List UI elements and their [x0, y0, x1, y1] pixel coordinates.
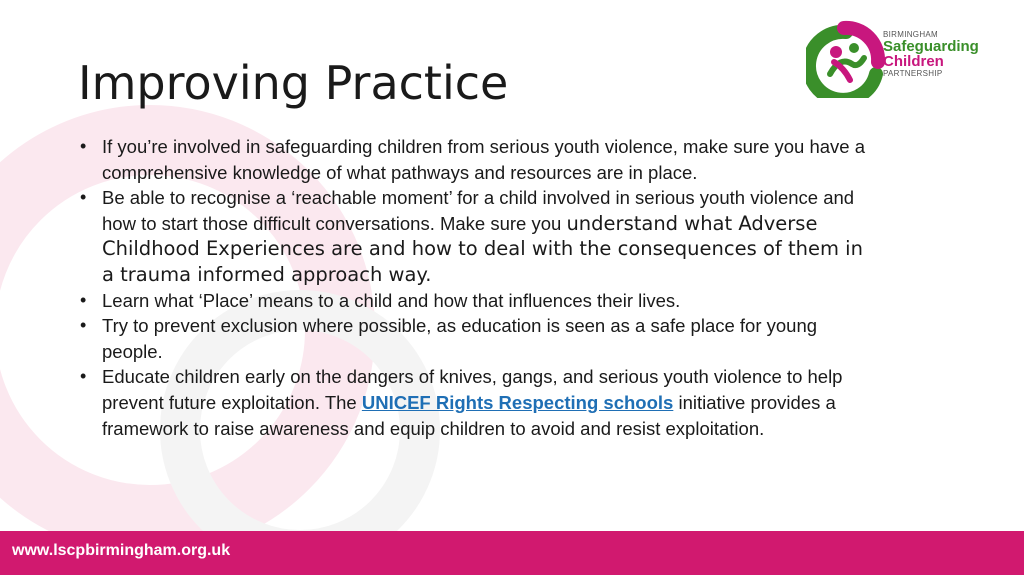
bullet-text: Try to prevent exclusion where possible, as education is seen as a safe place for young people. — [102, 315, 818, 362]
bullet-text: initiative provides a framework to raise awareness and equip children to avoid and resist exploitation. — [102, 391, 836, 439]
list-item — [78, 313, 878, 364]
bullet-text: Educate children early on the dangers of knives, gangs, and serious youth violence to help prevent future exploitation. The — [102, 366, 843, 413]
bullet-text: If you’re involved in safeguarding children from serious youth violence, make sure you have a comprehensive knowledge of what pathways and resources are in place. — [102, 136, 866, 183]
logo-text — [883, 30, 979, 78]
bullet-list — [78, 134, 878, 441]
logo-line-city: BIRMINGHAM — [883, 30, 938, 39]
list-item — [78, 185, 878, 287]
list-item — [78, 364, 878, 441]
logo-line-safeguarding: Safeguarding — [883, 38, 979, 55]
bullet-text-large: understand what Adverse Childhood Experiences are and how to deal with the consequences of them in a trauma informed approach way. — [102, 211, 863, 286]
bullet-text: Be able to recognise a ‘reachable moment’ for a child involved in serious youth violence and how to start those difficult conversations. Make sure you — [102, 187, 855, 234]
footer-bar — [0, 531, 1024, 575]
list-item — [78, 134, 878, 185]
list-item — [78, 288, 878, 314]
logo-line-partnership: PARTNERSHIP — [883, 69, 943, 78]
logo-line-children: Children — [883, 53, 944, 70]
footer-url: www.lscpbirmingham.org.uk — [12, 542, 231, 559]
bullet-text: Learn what ‘Place’ means to a child and how that influences their lives. — [102, 289, 681, 311]
unicef-link[interactable]: UNICEF Rights Respecting schools — [361, 391, 674, 413]
page-title: Improving Practice — [78, 56, 509, 110]
